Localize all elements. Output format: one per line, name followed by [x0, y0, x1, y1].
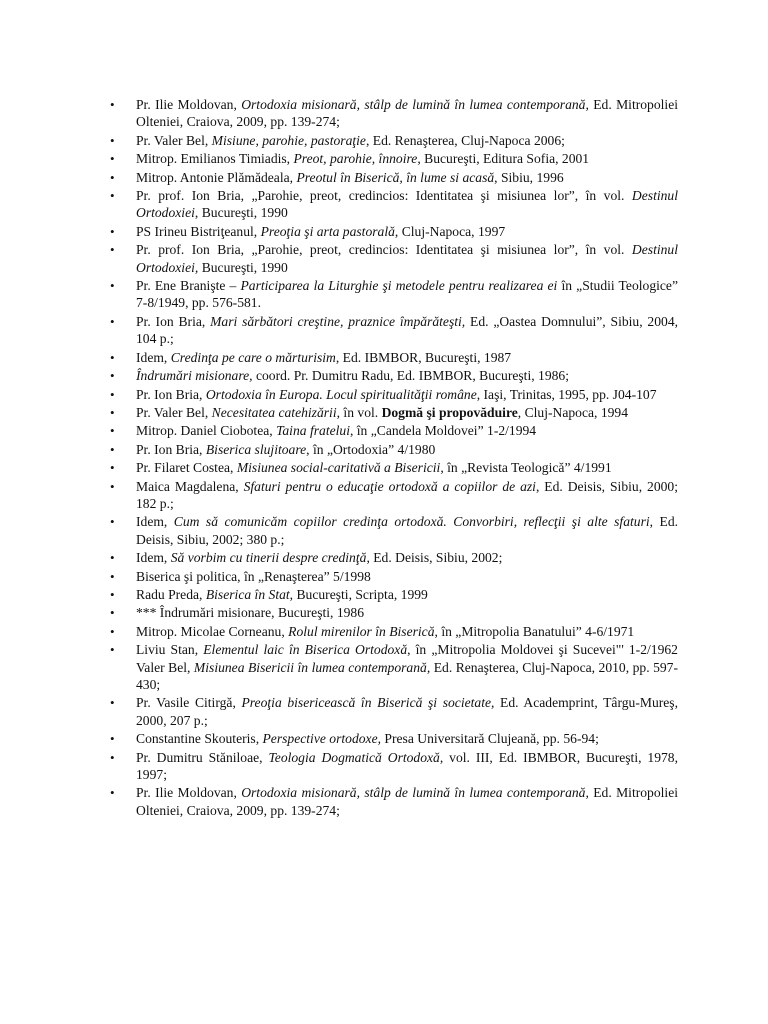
entry-text: , Bucureşti, 1990 [194, 205, 288, 221]
entry-text: în „Studii Teologice” 7-8/1949, pp. 576-581. [136, 278, 678, 311]
entry-text: PS Irineu Bistriţeanul, [136, 223, 261, 239]
entry-text: Bucureşti, 1990 [198, 259, 288, 275]
entry-text: Mitrop. Emilianos Timiadis, [136, 151, 294, 167]
entry-text: , Cluj-Napoca, 1997 [394, 223, 506, 239]
entry-text: , Iaşi, Trinitas, 1995, pp. J04-107 [476, 386, 657, 402]
entry-title-text: Necesitatea catehizării [211, 404, 337, 420]
entry-title-text: Mari sărbători creştine, praznice împărăteşti, [210, 313, 466, 329]
entry-title-text: Preoţia bisericească în Biserică şi societate, [241, 695, 495, 711]
bibliography-entry [110, 441, 678, 458]
entry-title-text: Preot, parohie, înnoire [293, 151, 418, 167]
entry-text: Ed. „Oastea Domnului”, Sibiu, 2004, 104 p.; [136, 313, 679, 347]
bibliography-list [110, 96, 678, 820]
entry-text: Mitrop. Daniel Ciobotea, [136, 423, 277, 439]
bibliography-entry [110, 313, 678, 348]
entry-text: , în vol. [336, 404, 382, 420]
entry-text: Radu Preda, [136, 586, 206, 602]
entry-text: Mitrop. Micolae Corneanu, [136, 623, 289, 639]
bibliography-entry [110, 96, 678, 131]
bibliography-entry [110, 568, 678, 585]
entry-text: , Cluj-Napoca, 1994 [517, 404, 629, 420]
entry-text: Pr. Ion Bria, [136, 441, 206, 457]
bibliography-entry [110, 277, 678, 312]
entry-title-text: Să vorbim cu tinerii despre credinţă [170, 550, 367, 566]
entry-title-text: Misiune, parohie, pastoraţie [211, 132, 366, 148]
entry-text: Pr. Valer Bel, [136, 404, 212, 420]
entry-text: Pr. prof. Ion Bria, „Parohie, preot, credincios: Identitatea şi misiunea lor”, în vol. [136, 188, 632, 204]
entry-title-text: Perspective ortodoxe, [262, 731, 382, 747]
bibliography-entry [110, 241, 678, 276]
entry-text: , Sibiu, 1996 [494, 169, 564, 185]
bibliography-entry [110, 641, 678, 693]
entry-title-text: Destinul Ortodoxiei, [136, 242, 678, 275]
entry-text: Pr. Ion Bria, [136, 313, 211, 329]
entry-text: Constantine Skouteris, [136, 731, 263, 747]
bibliography-entry [110, 150, 678, 167]
entry-text: , în „Revista Teologică” 4/1991 [440, 460, 612, 476]
bibliography-entry [110, 404, 678, 421]
bibliography-entry [110, 623, 678, 640]
entry-title-text: Biserica în Stat [205, 586, 290, 602]
entry-text: Idem, [136, 349, 171, 365]
entry-text: Presa Universitară Clujeană, pp. 56-94; [381, 731, 599, 747]
entry-title-text: Sfaturi pentru o educaţie ortodoxă a copiilor de azi [243, 478, 536, 494]
entry-text: , vol. III, Ed. IBMBOR, Bucureşti, 1978, 1997; [136, 749, 678, 783]
bibliography-entry [110, 132, 678, 149]
bibliography-entry [110, 549, 678, 566]
entry-text: , Ed. Deisis, Sibiu, 2002; 380 p.; [136, 514, 679, 547]
bibliography-entry [110, 604, 678, 621]
entry-text: Pr. Ilie Moldovan, [136, 785, 242, 801]
entry-text: , Ed. Deisis, Sibiu, 2000; 182 p.; [136, 478, 678, 511]
bibliography-entry [110, 784, 678, 819]
entry-text: Idem, [136, 514, 174, 530]
entry-title-text: Cum să comunicăm copiilor credinţa ortodoxă. Convorbiri, reflecţii şi alte sfaturi [173, 514, 650, 530]
entry-title-text: Ortodoxia în Europa. Locul spiritualităţii române [205, 386, 477, 402]
bibliography-entry [110, 169, 678, 186]
bibliography-entry [110, 478, 678, 513]
entry-text: Ed. Mitropoliei Olteniei, Craiova, 2009, pp. 139-274; [136, 97, 679, 130]
bibliography-entry [110, 586, 678, 603]
entry-text: Pr. prof. Ion Bria, „Parohie, preot, credincios: Identitatea şi misiunea lor”, în vol. [136, 242, 632, 258]
entry-title-text: Misiunea Bisericii în lumea contemporană, [193, 659, 431, 675]
entry-text: *** Îndrumări misionare, Bucureşti, 1986 [136, 605, 365, 621]
entry-text: Ed. Academprint, Târgu-Mureş, 2000, 207 p.; [136, 695, 679, 728]
entry-text: Biserica şi politica, în „Renaşterea” 5/1998 [136, 568, 371, 584]
entry-text: , Bucureşti, Scripta, 1999 [289, 586, 428, 602]
entry-text: Pr. Ilie Moldovan, [136, 97, 242, 112]
bibliography-entry [110, 386, 678, 403]
bibliography-entry [110, 749, 678, 784]
bibliography-entry [110, 459, 678, 476]
entry-text: Pr. Ene Branişte – [136, 278, 241, 294]
entry-text: , Ed. IBMBOR, Bucureşti, 1987 [335, 349, 512, 365]
entry-title-text: Destinul Ortodoxiei [136, 188, 678, 221]
entry-title-text: Taina fratelui [276, 423, 350, 439]
entry-title-text: Credinţa pe care o mărturisim [170, 349, 336, 365]
entry-text: Pr. Filaret Costea, [136, 460, 237, 476]
entry-title-text: Ortodoxia misionară, stâlp de lumină în lumea contemporană, [241, 785, 589, 801]
entry-text: Ed. Renaşterea, Cluj-Napoca, 2010, pp. 597-430; [136, 659, 678, 692]
entry-text: Pr. Vasile Citirgă, [136, 695, 242, 711]
entry-title-text: Preotul în Biserică, în lume si acasă [296, 169, 495, 185]
bibliography-entry [110, 367, 678, 384]
bibliography-entry [110, 422, 678, 439]
entry-text: Maica Magdalena, [136, 478, 244, 494]
entry-title-text: Preoţia şi arta pastorală [260, 223, 395, 239]
bibliography-entry [110, 223, 678, 240]
entry-text: Idem, [136, 550, 171, 566]
bibliography-entry [110, 513, 678, 548]
entry-text: , Ed. Renaşterea, Cluj-Napoca 2006; [365, 132, 565, 148]
entry-text: Pr. Dumitru Stăniloae, [136, 749, 269, 765]
entry-title-text: Ortodoxia misionară, stâlp de lumină în lumea contemporană, [241, 97, 589, 112]
bibliography-entry [110, 187, 678, 222]
entry-text: Ed. Mitropoliei Olteniei, Craiova, 2009, pp. 139-274; [136, 785, 679, 818]
entry-bold-text: Dogmă şi propovăduire [381, 404, 518, 420]
entry-title-text: Îndrumări misionare, [136, 368, 253, 384]
entry-text: coord. Pr. Dumitru Radu, Ed. IBMBOR, Bucureşti, 1986; [252, 368, 569, 384]
bibliography-entry [110, 694, 678, 729]
entry-text: , Ed. Deisis, Sibiu, 2002; [366, 550, 503, 566]
entry-text: , în „Candela Moldovei” 1-2/1994 [349, 423, 537, 439]
entry-title-text: Teologia Dogmatică Ortodoxă [268, 749, 440, 765]
entry-text: , în „Mitropolia Moldovei şi Sucevei"' 1-2/1962 Valer Bel, [136, 642, 678, 675]
entry-title-text: Participarea la Liturghie şi metodele pentru realizarea ei [240, 278, 558, 294]
entry-text: , Bucureşti, Editura Sofia, 2001 [417, 151, 590, 167]
entry-text: , în „Mitropolia Banatului” 4-6/1971 [434, 623, 635, 639]
entry-text: Pr. Ion Bria, [136, 386, 206, 402]
entry-text: Mitrop. Antonie Plămădeala, [136, 169, 297, 185]
bibliography-entry [110, 730, 678, 747]
entry-text: , în „Ortodoxia” 4/1980 [306, 441, 436, 457]
entry-text: Liviu Stan, [136, 642, 204, 658]
entry-title-text: Elementul laic în Biserica Ortodoxă [203, 642, 408, 658]
entry-title-text: Biserica slujitoare [205, 441, 307, 457]
bibliography-entry [110, 349, 678, 366]
entry-title-text: Misiunea social-caritativă a Bisericii [236, 460, 441, 476]
entry-title-text: Rolul mirenilor în Biserică [288, 623, 435, 639]
entry-text: Pr. Valer Bel, [136, 132, 212, 148]
